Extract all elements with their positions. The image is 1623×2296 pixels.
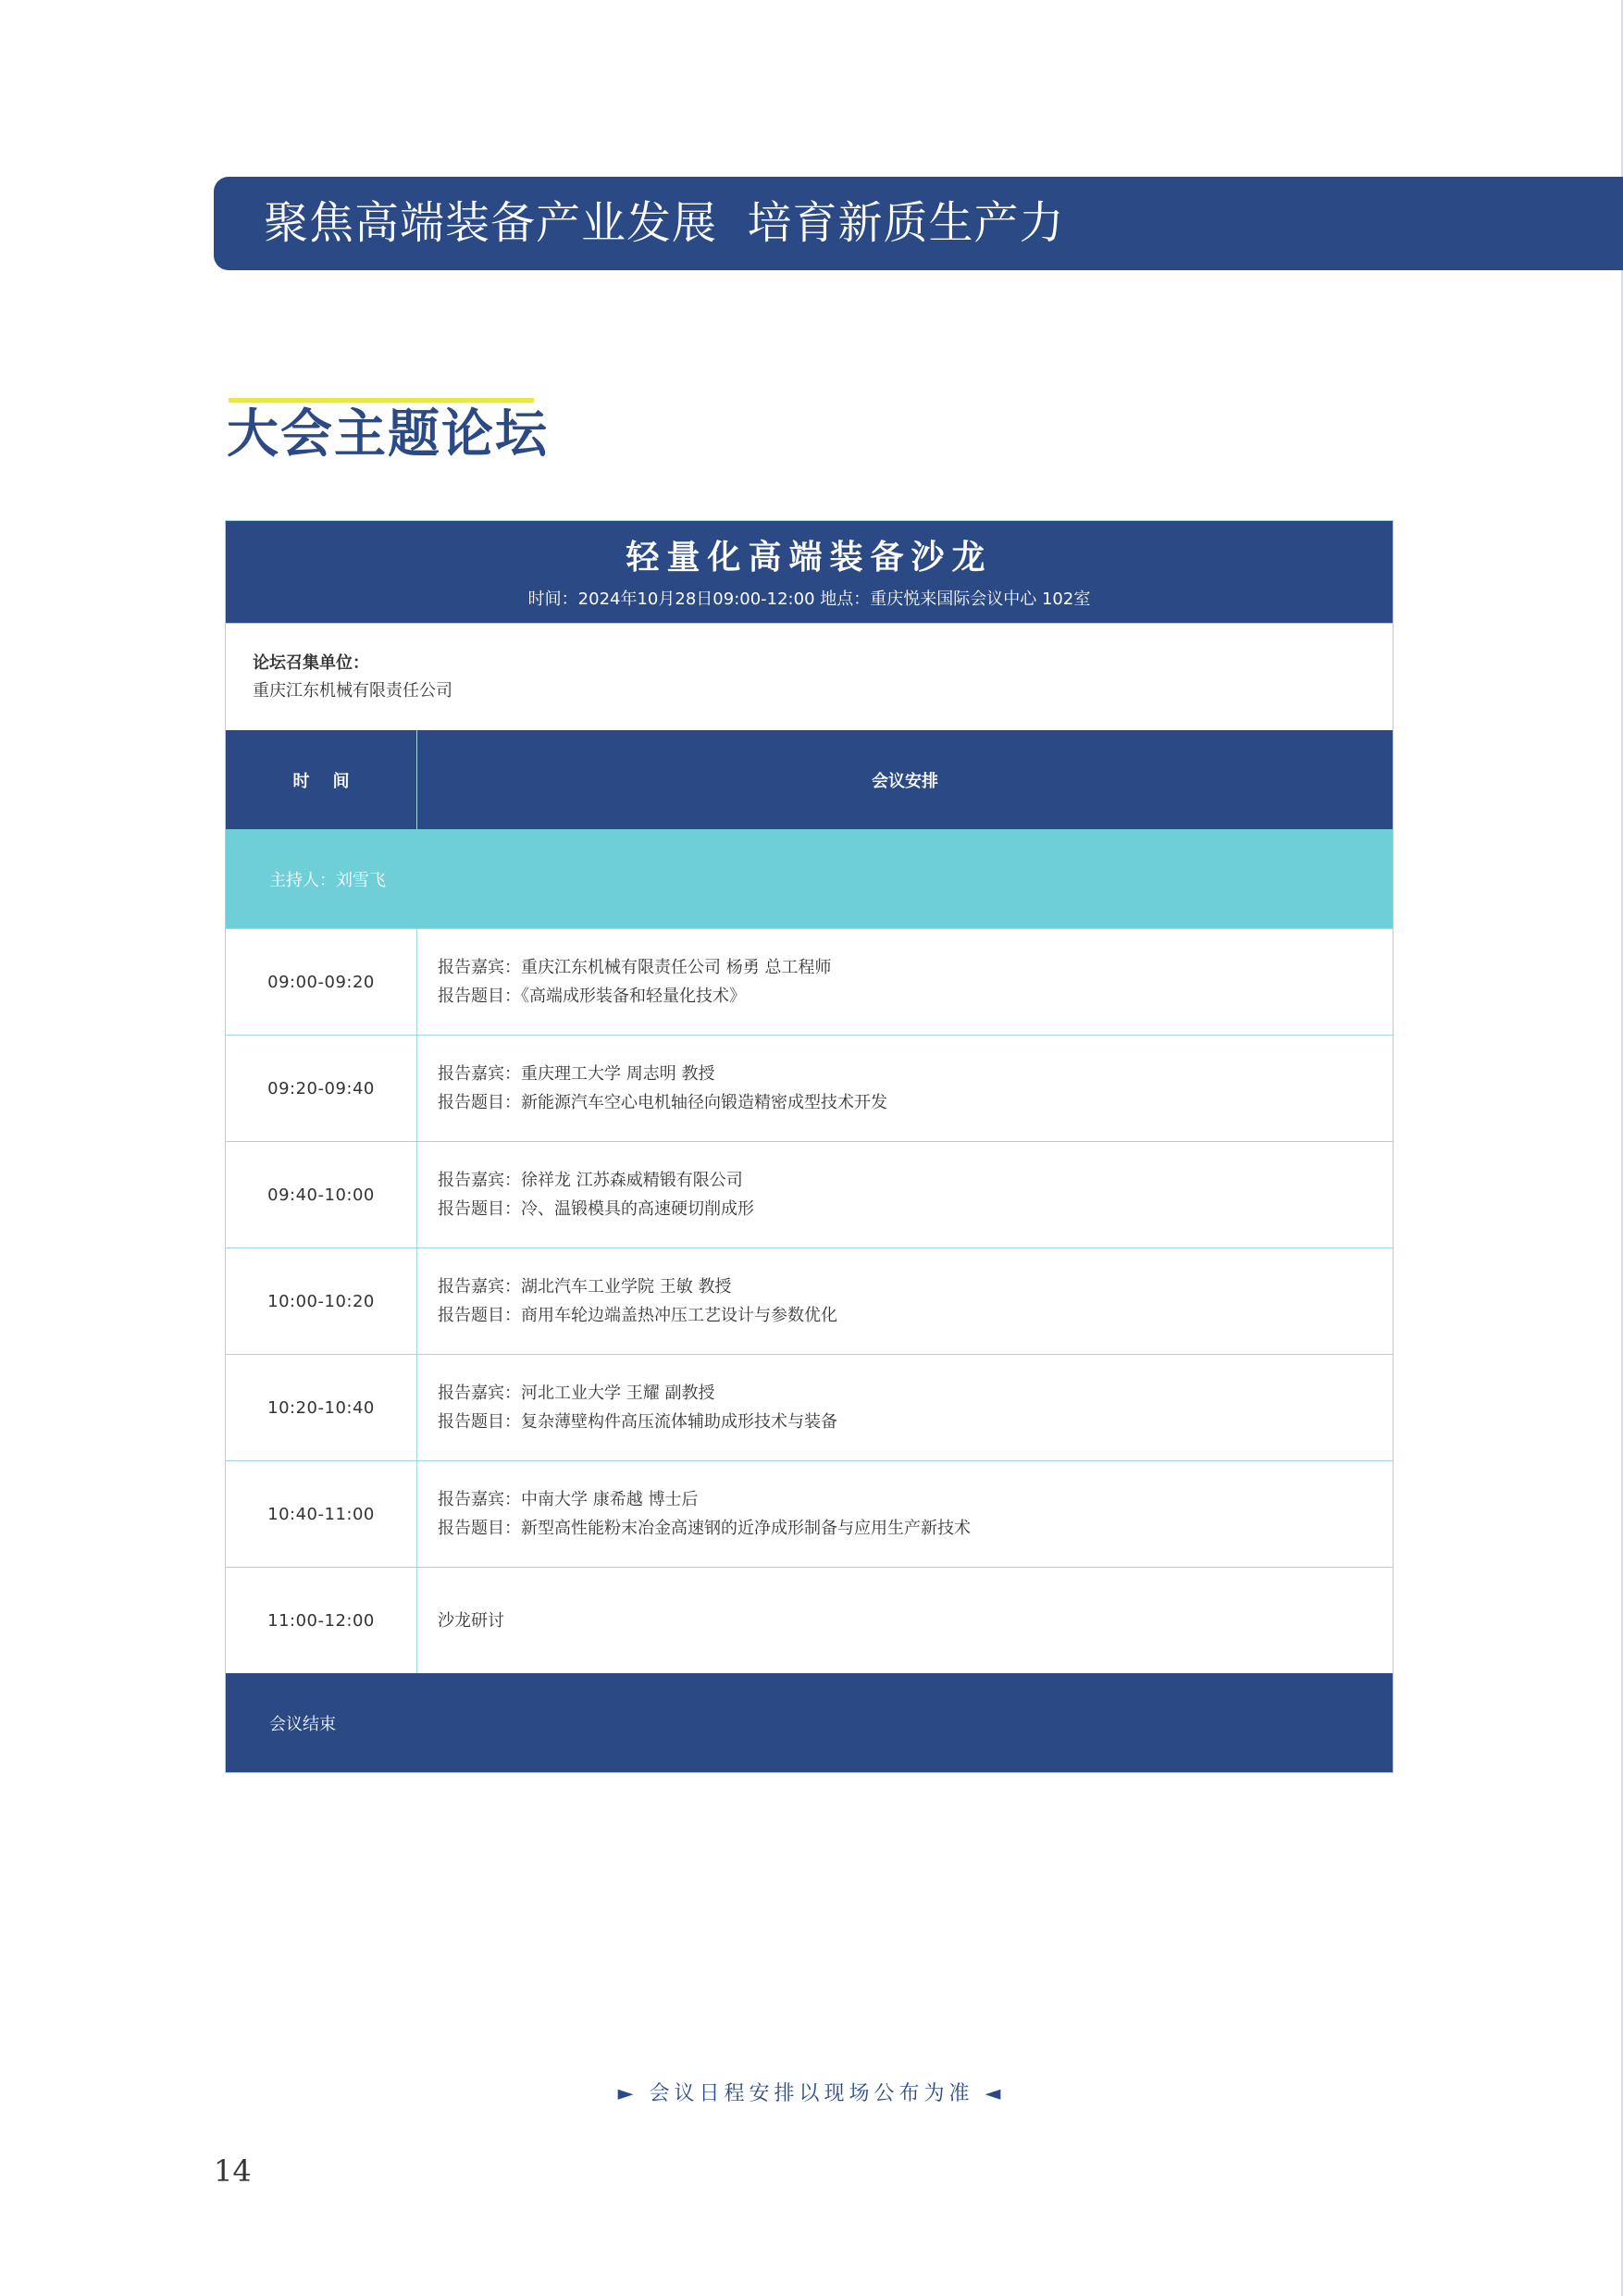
header-banner (214, 177, 1623, 270)
schedule-speaker: 报告嘉宾：河北工业大学 王耀 副教授 (438, 1384, 715, 1403)
schedule-time: 10:40-11:00 (226, 1461, 417, 1567)
schedule-agenda (417, 1036, 1393, 1141)
forum-schedule-table (225, 520, 1394, 1773)
schedule-row (226, 1354, 1393, 1460)
schedule-time: 10:00-10:20 (226, 1248, 417, 1354)
section-title: 大会主题论坛 (227, 404, 549, 465)
schedule-agenda (417, 1568, 1393, 1673)
schedule-speaker: 报告嘉宾：湖北汽车工业学院 王敏 教授 (438, 1277, 732, 1297)
convener-section (226, 623, 1393, 730)
banner-title: 聚焦高端装备产业发展 培育新质生产力 (264, 197, 1065, 249)
schedule-topic: 报告题目：冷、温锻模具的高速硬切削成形 (438, 1199, 754, 1219)
schedule-row (226, 1247, 1393, 1354)
forum-title: 轻量化高端装备沙龙 (626, 539, 993, 577)
convener-value: 重庆江东机械有限责任公司 (253, 681, 452, 701)
schedule-topic: 报告题目：新能源汽车空心电机轴径向锻造精密成型技术开发 (438, 1093, 887, 1112)
schedule-time: 10:20-10:40 (226, 1355, 417, 1460)
page-number: 14 (214, 2153, 252, 2189)
schedule-agenda (417, 1248, 1393, 1354)
schedule-speaker: 报告嘉宾：徐祥龙 江苏森威精锻有限公司 (438, 1171, 743, 1190)
schedule-topic: 报告题目：《高端成形装备和轻量化技术》 (438, 987, 746, 1006)
schedule-time: 09:40-10:00 (226, 1142, 417, 1247)
column-header-row (226, 730, 1393, 829)
schedule-row (226, 1460, 1393, 1567)
schedule-speaker: 报告嘉宾：重庆理工大学 周志明 教授 (438, 1064, 715, 1084)
schedule-speaker: 报告嘉宾：重庆江东机械有限责任公司 杨勇 总工程师 (438, 958, 832, 977)
schedule-topic: 报告题目：商用车轮边端盖热冲压工艺设计与参数优化 (438, 1306, 837, 1325)
forum-header (226, 521, 1393, 623)
schedule-time: 09:00-09:20 (226, 929, 417, 1035)
schedule-row (226, 1567, 1393, 1673)
schedule-discussion: 沙龙研讨 (438, 1610, 504, 1631)
schedule-agenda (417, 1355, 1393, 1460)
schedule-agenda (417, 1461, 1393, 1567)
schedule-speaker: 报告嘉宾：中南大学 康希越 博士后 (438, 1490, 699, 1509)
schedule-row (226, 1035, 1393, 1141)
schedule-time: 09:20-09:40 (226, 1036, 417, 1141)
schedule-row (226, 928, 1393, 1035)
convener-label: 论坛召集单位： (253, 653, 369, 673)
schedule-agenda (417, 1142, 1393, 1247)
section-title-underline (229, 398, 534, 403)
schedule-topic: 报告题目：复杂薄壁构件高压流体辅助成形技术与装备 (438, 1412, 837, 1432)
schedule-time: 11:00-12:00 (226, 1568, 417, 1673)
schedule-row (226, 1141, 1393, 1247)
column-header-agenda: 会议安排 (872, 771, 938, 791)
column-header-time: 时 间 (226, 730, 417, 829)
schedule-note: ► 会议日程安排以现场公布为准 ◄ (617, 2082, 1006, 2105)
meeting-end-row: 会议结束 (226, 1673, 1393, 1772)
schedule-agenda (417, 929, 1393, 1035)
forum-time-location: 时间：2024年10月28日09:00-12:00 地点：重庆悦来国际会议中心 102室 (527, 590, 1091, 609)
schedule-topic: 报告题目：新型高性能粉末冶金高速钢的近净成形制备与应用生产新技术 (438, 1519, 971, 1538)
host-row: 主持人：刘雪飞 (226, 829, 1393, 928)
